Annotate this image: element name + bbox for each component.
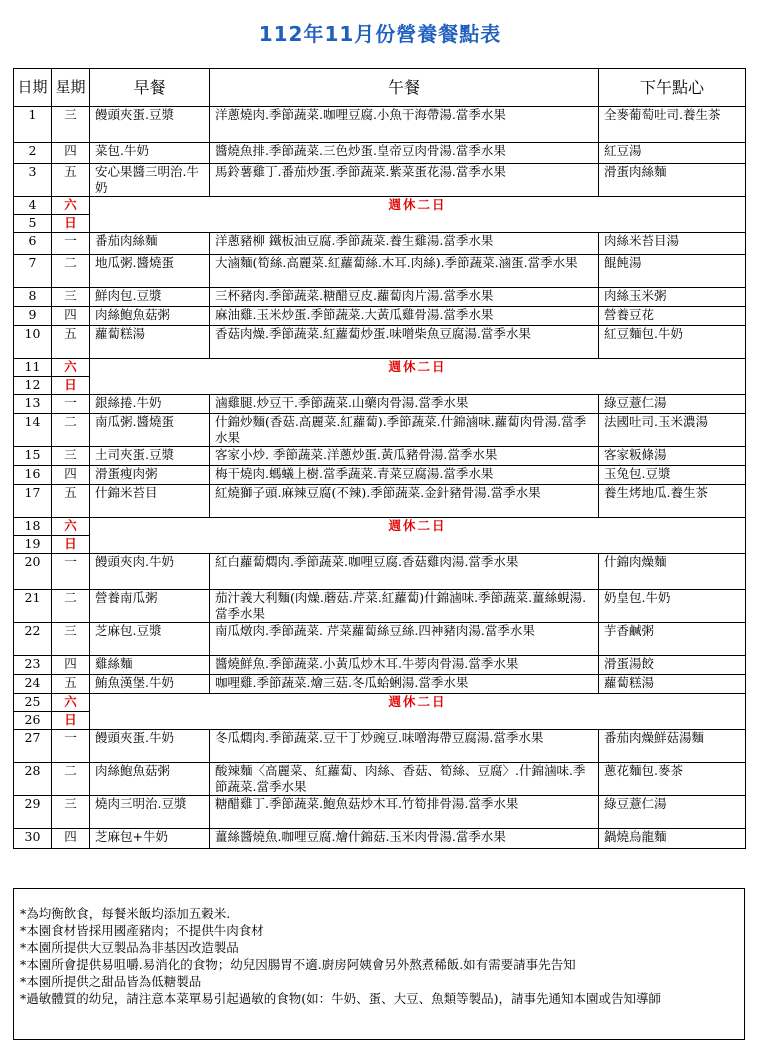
breakfast-cell: 番茄肉絲麵 <box>90 233 210 255</box>
breakfast-cell: 蘿蔔糕湯 <box>90 326 210 359</box>
snack-cell: 全麥葡萄吐司.養生茶 <box>599 107 746 143</box>
holiday-label: 週休二日 <box>90 359 746 395</box>
snack-cell: 餛飩湯 <box>599 255 746 288</box>
date-cell: 28 <box>14 763 52 796</box>
breakfast-cell: 雞絲麵 <box>90 656 210 675</box>
lunch-cell: 酸辣麵〈高麗菜、紅蘿蔔、肉絲、香菇、筍絲、豆腐〉.什錦滷味.季節蔬菜.當季水果 <box>210 763 599 796</box>
holiday-row <box>14 694 746 712</box>
breakfast-cell: 鮮肉包.豆漿 <box>90 288 210 307</box>
day-row <box>14 554 746 590</box>
snack-cell: 奶皇包.牛奶 <box>599 590 746 623</box>
lunch-cell: 大滷麵(筍絲.高麗菜.紅蘿蔔絲.木耳.肉絲).季節蔬菜.滷蛋.當季水果 <box>210 255 599 288</box>
breakfast-cell: 饅頭夾蛋.豆漿 <box>90 107 210 143</box>
header-lunch: 午餐 <box>210 69 599 107</box>
lunch-cell: 洋蔥燒肉.季節蔬菜.咖哩豆腐.小魚干海帶湯.當季水果 <box>210 107 599 143</box>
notes-box <box>13 888 745 1040</box>
snack-cell: 綠豆薏仁湯 <box>599 796 746 829</box>
breakfast-cell: 滑蛋瘦肉粥 <box>90 466 210 485</box>
day-row <box>14 447 746 466</box>
date-cell: 16 <box>14 466 52 485</box>
day-row <box>14 656 746 675</box>
weekday-cell: 三 <box>52 107 90 143</box>
lunch-cell: 紅燒獅子頭.麻辣豆腐(不辣).季節蔬菜.金針豬骨湯.當季水果 <box>210 485 599 518</box>
lunch-cell: 紅白蘿蔔燜肉.季節蔬菜.咖哩豆腐.香菇雞肉湯.當季水果 <box>210 554 599 590</box>
holiday-label: 週休二日 <box>90 694 746 730</box>
weekday-cell: 五 <box>52 164 90 197</box>
snack-cell: 滑蛋肉絲麵 <box>599 164 746 197</box>
lunch-cell: 咖哩雞.季節蔬菜.燴三菇.冬瓜蛤蜊湯.當季水果 <box>210 675 599 694</box>
weekday-cell: 六 <box>52 694 90 712</box>
day-row <box>14 288 746 307</box>
date-cell: 8 <box>14 288 52 307</box>
day-row <box>14 466 746 485</box>
weekday-cell: 四 <box>52 656 90 675</box>
breakfast-cell: 肉絲鮑魚菇粥 <box>90 307 210 326</box>
holiday-row <box>14 359 746 377</box>
day-row <box>14 829 746 849</box>
lunch-cell: 薑絲醬燒魚.咖哩豆腐.燴什錦菇.玉米肉骨湯.當季水果 <box>210 829 599 849</box>
note-item: *本園所會提供易咀嚼.易消化的食物；幼兒因腸胃不適.廚房阿姨會另外熬煮稀飯.如有需要請事先告知 <box>20 957 576 972</box>
breakfast-cell: 肉絲鮑魚菇粥 <box>90 763 210 796</box>
holiday-label: 週休二日 <box>90 518 746 554</box>
weekday-cell: 四 <box>52 307 90 326</box>
date-cell: 29 <box>14 796 52 829</box>
day-row <box>14 307 746 326</box>
lunch-cell: 香菇肉燥.季節蔬菜.紅蘿蔔炒蛋.味噌柴魚豆腐湯.當季水果 <box>210 326 599 359</box>
weekday-cell: 四 <box>52 143 90 164</box>
date-cell: 15 <box>14 447 52 466</box>
date-cell: 3 <box>14 164 52 197</box>
snack-cell: 番茄肉燥鮮菇湯麵 <box>599 730 746 763</box>
weekday-cell: 三 <box>52 623 90 656</box>
snack-cell: 綠豆薏仁湯 <box>599 395 746 414</box>
day-row <box>14 395 746 414</box>
date-cell: 20 <box>14 554 52 590</box>
snack-cell: 玉兔包.豆漿 <box>599 466 746 485</box>
date-cell: 25 <box>14 694 52 712</box>
weekday-cell: 日 <box>52 712 90 730</box>
weekday-cell: 四 <box>52 466 90 485</box>
weekday-cell: 五 <box>52 675 90 694</box>
date-cell: 6 <box>14 233 52 255</box>
day-row <box>14 730 746 763</box>
header-snack: 下午點心 <box>599 69 746 107</box>
snack-cell: 滑蛋湯餃 <box>599 656 746 675</box>
snack-cell: 客家粄條湯 <box>599 447 746 466</box>
lunch-cell: 冬瓜燜肉.季節蔬菜.豆干丁炒豌豆.味噌海帶豆腐湯.當季水果 <box>210 730 599 763</box>
date-cell: 18 <box>14 518 52 536</box>
date-cell: 19 <box>14 536 52 554</box>
weekday-cell: 二 <box>52 255 90 288</box>
date-cell: 7 <box>14 255 52 288</box>
weekday-cell: 六 <box>52 518 90 536</box>
snack-cell: 肉絲米苔目湯 <box>599 233 746 255</box>
lunch-cell: 什錦炒麵(香菇.高麗菜.紅蘿蔔).季節蔬菜.什錦滷味.蘿蔔肉骨湯.當季水果 <box>210 414 599 447</box>
day-row <box>14 326 746 359</box>
day-row <box>14 485 746 518</box>
breakfast-cell: 芝麻包.豆漿 <box>90 623 210 656</box>
meal-table-body <box>14 107 746 849</box>
holiday-row <box>14 197 746 215</box>
breakfast-cell: 菜包.牛奶 <box>90 143 210 164</box>
date-cell: 24 <box>14 675 52 694</box>
day-row <box>14 414 746 447</box>
lunch-cell: 三杯豬肉.季節蔬菜.糖醋豆皮.蘿蔔肉片湯.當季水果 <box>210 288 599 307</box>
breakfast-cell: 安心果醬三明治.牛奶 <box>90 164 210 197</box>
holiday-label: 週休二日 <box>90 197 746 233</box>
date-cell: 10 <box>14 326 52 359</box>
weekday-cell: 日 <box>52 215 90 233</box>
header-row <box>14 69 746 107</box>
breakfast-cell: 饅頭夾肉.牛奶 <box>90 554 210 590</box>
weekday-cell: 日 <box>52 536 90 554</box>
note-item: *本園食材皆採用國產豬肉；不提供牛肉食材 <box>20 923 264 938</box>
date-cell: 17 <box>14 485 52 518</box>
header-date: 日期 <box>14 69 52 107</box>
weekday-cell: 六 <box>52 197 90 215</box>
breakfast-cell: 燒肉三明治.豆漿 <box>90 796 210 829</box>
day-row <box>14 590 746 623</box>
snack-cell: 肉絲玉米粥 <box>599 288 746 307</box>
day-row <box>14 763 746 796</box>
note-item: *本園所提供之甜品皆為低糖製品 <box>20 974 202 989</box>
date-cell: 14 <box>14 414 52 447</box>
snack-cell: 蔥花麵包.麥茶 <box>599 763 746 796</box>
snack-cell: 法國吐司.玉米濃湯 <box>599 414 746 447</box>
page-title: 112年11月份營養餐點表 <box>258 22 502 46</box>
weekday-cell: 五 <box>52 485 90 518</box>
weekday-cell: 三 <box>52 796 90 829</box>
weekday-cell: 一 <box>52 395 90 414</box>
weekday-cell: 日 <box>52 377 90 395</box>
weekday-cell: 三 <box>52 288 90 307</box>
day-row <box>14 675 746 694</box>
day-row <box>14 255 746 288</box>
note-item: *過敏體質的幼兒，請注意本菜單易引起過敏的食物(如：牛奶、蛋、大豆、魚類等製品)，請事先通知本園或告知導師 <box>20 991 662 1006</box>
breakfast-cell: 土司夾蛋.豆漿 <box>90 447 210 466</box>
lunch-cell: 醬燒魚排.季節蔬菜.三色炒蛋.皇帝豆肉骨湯.當季水果 <box>210 143 599 164</box>
day-row <box>14 164 746 197</box>
date-cell: 5 <box>14 215 52 233</box>
lunch-cell: 麻油雞.玉米炒蛋.季節蔬菜.大黃瓜雞骨湯.當季水果 <box>210 307 599 326</box>
lunch-cell: 南瓜燉肉.季節蔬菜. 芹菜蘿蔔絲豆絲.四神豬肉湯.當季水果 <box>210 623 599 656</box>
lunch-cell: 客家小炒. 季節蔬菜.洋蔥炒蛋.黃瓜豬骨湯.當季水果 <box>210 447 599 466</box>
lunch-cell: 洋蔥豬柳 鐵板油豆腐.季節蔬菜.養生雞湯.當季水果 <box>210 233 599 255</box>
breakfast-cell: 銀絲捲.牛奶 <box>90 395 210 414</box>
day-row <box>14 143 746 164</box>
breakfast-cell: 鮪魚漢堡.牛奶 <box>90 675 210 694</box>
snack-cell: 紅豆湯 <box>599 143 746 164</box>
snack-cell: 養生烤地瓜.養生茶 <box>599 485 746 518</box>
date-cell: 2 <box>14 143 52 164</box>
weekday-cell: 一 <box>52 554 90 590</box>
date-cell: 27 <box>14 730 52 763</box>
date-cell: 22 <box>14 623 52 656</box>
snack-cell: 紅豆麵包.牛奶 <box>599 326 746 359</box>
meal-table <box>13 68 746 849</box>
day-row <box>14 623 746 656</box>
weekday-cell: 二 <box>52 414 90 447</box>
lunch-cell: 馬鈴薯雞丁.番茄炒蛋.季節蔬菜.紫菜蛋花湯.當季水果 <box>210 164 599 197</box>
lunch-cell: 滷雞腿.炒豆干.季節蔬菜.山藥肉骨湯.當季水果 <box>210 395 599 414</box>
note-item: *為均衡飲食，每餐米飯均添加五穀米. <box>20 906 231 921</box>
weekday-cell: 一 <box>52 730 90 763</box>
breakfast-cell: 南瓜粥.醬燒蛋 <box>90 414 210 447</box>
weekday-cell: 二 <box>52 763 90 796</box>
date-cell: 30 <box>14 829 52 849</box>
day-row <box>14 796 746 829</box>
date-cell: 26 <box>14 712 52 730</box>
date-cell: 9 <box>14 307 52 326</box>
holiday-row <box>14 518 746 536</box>
snack-cell: 鍋燒烏龍麵 <box>599 829 746 849</box>
date-cell: 1 <box>14 107 52 143</box>
weekday-cell: 六 <box>52 359 90 377</box>
breakfast-cell: 什錦米苔目 <box>90 485 210 518</box>
date-cell: 4 <box>14 197 52 215</box>
lunch-cell: 糖醋雞丁.季節蔬菜.鮑魚菇炒木耳.竹筍排骨湯.當季水果 <box>210 796 599 829</box>
lunch-cell: 梅干燒肉.螞蟻上樹.當季蔬菜.青菜豆腐湯.當季水果 <box>210 466 599 485</box>
day-row <box>14 233 746 255</box>
note-item: *本園所提供大豆製品為非基因改造製品 <box>20 940 239 955</box>
breakfast-cell: 地瓜粥.醬燒蛋 <box>90 255 210 288</box>
weekday-cell: 三 <box>52 447 90 466</box>
snack-cell: 蘿蔔糕湯 <box>599 675 746 694</box>
date-cell: 23 <box>14 656 52 675</box>
date-cell: 12 <box>14 377 52 395</box>
snack-cell: 什錦肉燥麵 <box>599 554 746 590</box>
lunch-cell: 醬燒鮮魚.季節蔬菜.小黃瓜炒木耳.牛蒡肉骨湯.當季水果 <box>210 656 599 675</box>
weekday-cell: 四 <box>52 829 90 849</box>
header-weekday: 星期 <box>52 69 90 107</box>
snack-cell: 芋香鹹粥 <box>599 623 746 656</box>
day-row <box>14 107 746 143</box>
weekday-cell: 二 <box>52 590 90 623</box>
weekday-cell: 五 <box>52 326 90 359</box>
header-breakfast: 早餐 <box>90 69 210 107</box>
breakfast-cell: 營養南瓜粥 <box>90 590 210 623</box>
weekday-cell: 一 <box>52 233 90 255</box>
lunch-cell: 茄汁義大利麵(肉燥.蘑菇.芹菜.紅蘿蔔)什錦滷味.季節蔬菜.薑絲蜆湯.當季水果 <box>210 590 599 623</box>
snack-cell: 營養豆花 <box>599 307 746 326</box>
date-cell: 13 <box>14 395 52 414</box>
date-cell: 21 <box>14 590 52 623</box>
breakfast-cell: 芝麻包+牛奶 <box>90 829 210 849</box>
date-cell: 11 <box>14 359 52 377</box>
breakfast-cell: 饅頭夾蛋.牛奶 <box>90 730 210 763</box>
